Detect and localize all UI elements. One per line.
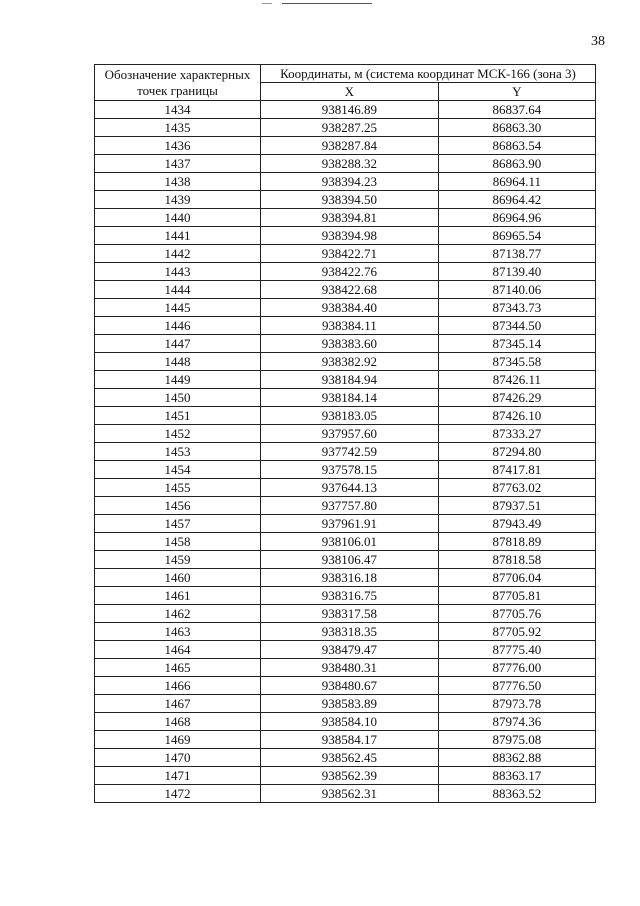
x-coordinate-cell: 938106.01: [261, 533, 439, 551]
y-coordinate-cell: 87776.00: [438, 659, 595, 677]
x-coordinate-cell: 938480.67: [261, 677, 439, 695]
point-id-cell: 1460: [95, 569, 261, 587]
x-coordinate-cell: 938146.89: [261, 101, 439, 119]
y-coordinate-cell: 87818.89: [438, 533, 595, 551]
y-coordinate-cell: 87775.40: [438, 641, 595, 659]
y-coordinate-cell: 87776.50: [438, 677, 595, 695]
x-coordinate-cell: 938584.10: [261, 713, 439, 731]
table-row: [95, 695, 596, 713]
x-coordinate-cell: 937644.13: [261, 479, 439, 497]
y-coordinate-cell: 87139.40: [438, 263, 595, 281]
x-coordinate-cell: 938422.68: [261, 281, 439, 299]
table-row: [95, 641, 596, 659]
point-id-cell: 1449: [95, 371, 261, 389]
x-coordinate-cell: 938562.31: [261, 785, 439, 803]
x-coordinate-cell: 938384.40: [261, 299, 439, 317]
point-id-cell: 1450: [95, 389, 261, 407]
header-y: Y: [438, 83, 595, 101]
table-row: [95, 263, 596, 281]
x-coordinate-cell: 938106.47: [261, 551, 439, 569]
table-row: [95, 389, 596, 407]
table-row: [95, 605, 596, 623]
y-coordinate-cell: 87426.11: [438, 371, 595, 389]
table-row: [95, 515, 596, 533]
x-coordinate-cell: 938583.89: [261, 695, 439, 713]
table-row: [95, 731, 596, 749]
table-row: [95, 767, 596, 785]
x-coordinate-cell: 937957.60: [261, 425, 439, 443]
point-id-cell: 1454: [95, 461, 261, 479]
x-coordinate-cell: 938383.60: [261, 335, 439, 353]
y-coordinate-cell: 86964.96: [438, 209, 595, 227]
y-coordinate-cell: 87763.02: [438, 479, 595, 497]
table-row: [95, 551, 596, 569]
point-id-cell: 1459: [95, 551, 261, 569]
y-coordinate-cell: 87426.10: [438, 407, 595, 425]
y-coordinate-cell: 86965.54: [438, 227, 595, 245]
table-row: [95, 191, 596, 209]
table-row: [95, 785, 596, 803]
table-row: [95, 659, 596, 677]
y-coordinate-cell: 88362.88: [438, 749, 595, 767]
y-coordinate-cell: 87706.04: [438, 569, 595, 587]
table-row: [95, 137, 596, 155]
y-coordinate-cell: 88363.17: [438, 767, 595, 785]
table-row: [95, 299, 596, 317]
x-coordinate-cell: 938183.05: [261, 407, 439, 425]
x-coordinate-cell: 938394.98: [261, 227, 439, 245]
y-coordinate-cell: 86964.42: [438, 191, 595, 209]
point-id-cell: 1441: [95, 227, 261, 245]
point-id-cell: 1452: [95, 425, 261, 443]
point-id-cell: 1470: [95, 749, 261, 767]
y-coordinate-cell: 87140.06: [438, 281, 595, 299]
y-coordinate-cell: 87943.49: [438, 515, 595, 533]
point-id-cell: 1440: [95, 209, 261, 227]
y-coordinate-cell: 87705.76: [438, 605, 595, 623]
x-coordinate-cell: 938287.84: [261, 137, 439, 155]
table-row: [95, 407, 596, 425]
table-row: [95, 155, 596, 173]
y-coordinate-cell: 86837.64: [438, 101, 595, 119]
x-coordinate-cell: 938584.17: [261, 731, 439, 749]
point-id-cell: 1471: [95, 767, 261, 785]
y-coordinate-cell: 86863.90: [438, 155, 595, 173]
point-id-cell: 1443: [95, 263, 261, 281]
point-id-cell: 1453: [95, 443, 261, 461]
x-coordinate-cell: 938422.76: [261, 263, 439, 281]
x-coordinate-cell: 937578.15: [261, 461, 439, 479]
x-coordinate-cell: 938316.18: [261, 569, 439, 587]
point-id-cell: 1439: [95, 191, 261, 209]
table-row: [95, 569, 596, 587]
y-coordinate-cell: 87344.50: [438, 317, 595, 335]
x-coordinate-cell: 938562.39: [261, 767, 439, 785]
x-coordinate-cell: 938384.11: [261, 317, 439, 335]
point-id-cell: 1447: [95, 335, 261, 353]
x-coordinate-cell: 938382.92: [261, 353, 439, 371]
header-x: X: [261, 83, 439, 101]
header-coordinates: Координаты, м (система координат МСК-166 (зона 3): [261, 65, 596, 83]
x-coordinate-cell: 938479.47: [261, 641, 439, 659]
x-coordinate-cell: 938394.81: [261, 209, 439, 227]
x-coordinate-cell: 938316.75: [261, 587, 439, 605]
point-id-cell: 1435: [95, 119, 261, 137]
y-coordinate-cell: 88363.52: [438, 785, 595, 803]
table-row: [95, 227, 596, 245]
y-coordinate-cell: 87294.80: [438, 443, 595, 461]
x-coordinate-cell: 938318.35: [261, 623, 439, 641]
point-id-cell: 1445: [95, 299, 261, 317]
point-id-cell: 1442: [95, 245, 261, 263]
header-rule: [282, 3, 372, 4]
y-coordinate-cell: 87975.08: [438, 731, 595, 749]
point-id-cell: 1458: [95, 533, 261, 551]
table-row: [95, 461, 596, 479]
y-coordinate-cell: 87973.78: [438, 695, 595, 713]
x-coordinate-cell: 938287.25: [261, 119, 439, 137]
table-row: [95, 443, 596, 461]
point-id-cell: 1444: [95, 281, 261, 299]
y-coordinate-cell: 87333.27: [438, 425, 595, 443]
x-coordinate-cell: 937757.80: [261, 497, 439, 515]
table-row: [95, 173, 596, 191]
point-id-cell: 1437: [95, 155, 261, 173]
y-coordinate-cell: 86863.30: [438, 119, 595, 137]
table-row: [95, 119, 596, 137]
x-coordinate-cell: 938184.14: [261, 389, 439, 407]
header-point-designation: Обозначение характерных точек границы: [95, 65, 261, 101]
table-row: [95, 353, 596, 371]
point-id-cell: 1451: [95, 407, 261, 425]
x-coordinate-cell: 938422.71: [261, 245, 439, 263]
point-id-cell: 1464: [95, 641, 261, 659]
y-coordinate-cell: 87937.51: [438, 497, 595, 515]
x-coordinate-cell: 938184.94: [261, 371, 439, 389]
point-id-cell: 1455: [95, 479, 261, 497]
y-coordinate-cell: 87343.73: [438, 299, 595, 317]
y-coordinate-cell: 87426.29: [438, 389, 595, 407]
point-id-cell: 1468: [95, 713, 261, 731]
scan-mark: [262, 3, 272, 4]
point-id-cell: 1456: [95, 497, 261, 515]
point-id-cell: 1466: [95, 677, 261, 695]
y-coordinate-cell: 87818.58: [438, 551, 595, 569]
table-body: [95, 101, 596, 803]
table-row: [95, 749, 596, 767]
y-coordinate-cell: 87705.81: [438, 587, 595, 605]
table-row: [95, 623, 596, 641]
table-row: [95, 281, 596, 299]
point-id-cell: 1463: [95, 623, 261, 641]
point-id-cell: 1448: [95, 353, 261, 371]
y-coordinate-cell: 87705.92: [438, 623, 595, 641]
page-number: 38: [591, 34, 605, 49]
y-coordinate-cell: 86863.54: [438, 137, 595, 155]
table-row: [95, 713, 596, 731]
table-row: [95, 371, 596, 389]
point-id-cell: 1434: [95, 101, 261, 119]
table-row: [95, 533, 596, 551]
x-coordinate-cell: 937961.91: [261, 515, 439, 533]
y-coordinate-cell: 87345.14: [438, 335, 595, 353]
x-coordinate-cell: 938480.31: [261, 659, 439, 677]
point-id-cell: 1461: [95, 587, 261, 605]
point-id-cell: 1457: [95, 515, 261, 533]
coordinates-table: [94, 64, 596, 803]
x-coordinate-cell: 938288.32: [261, 155, 439, 173]
table-row: [95, 425, 596, 443]
x-coordinate-cell: 937742.59: [261, 443, 439, 461]
point-id-cell: 1472: [95, 785, 261, 803]
table-row: [95, 587, 596, 605]
table-row: [95, 101, 596, 119]
y-coordinate-cell: 87345.58: [438, 353, 595, 371]
table-row: [95, 497, 596, 515]
table-row: [95, 245, 596, 263]
point-id-cell: 1462: [95, 605, 261, 623]
point-id-cell: 1467: [95, 695, 261, 713]
table-row: [95, 479, 596, 497]
x-coordinate-cell: 938394.50: [261, 191, 439, 209]
table-row: [95, 677, 596, 695]
point-id-cell: 1469: [95, 731, 261, 749]
point-id-cell: 1465: [95, 659, 261, 677]
table-row: [95, 335, 596, 353]
table-row: [95, 317, 596, 335]
point-id-cell: 1436: [95, 137, 261, 155]
table-row: [95, 209, 596, 227]
x-coordinate-cell: 938317.58: [261, 605, 439, 623]
x-coordinate-cell: 938562.45: [261, 749, 439, 767]
y-coordinate-cell: 86964.11: [438, 173, 595, 191]
point-id-cell: 1438: [95, 173, 261, 191]
y-coordinate-cell: 87138.77: [438, 245, 595, 263]
x-coordinate-cell: 938394.23: [261, 173, 439, 191]
point-id-cell: 1446: [95, 317, 261, 335]
y-coordinate-cell: 87417.81: [438, 461, 595, 479]
y-coordinate-cell: 87974.36: [438, 713, 595, 731]
